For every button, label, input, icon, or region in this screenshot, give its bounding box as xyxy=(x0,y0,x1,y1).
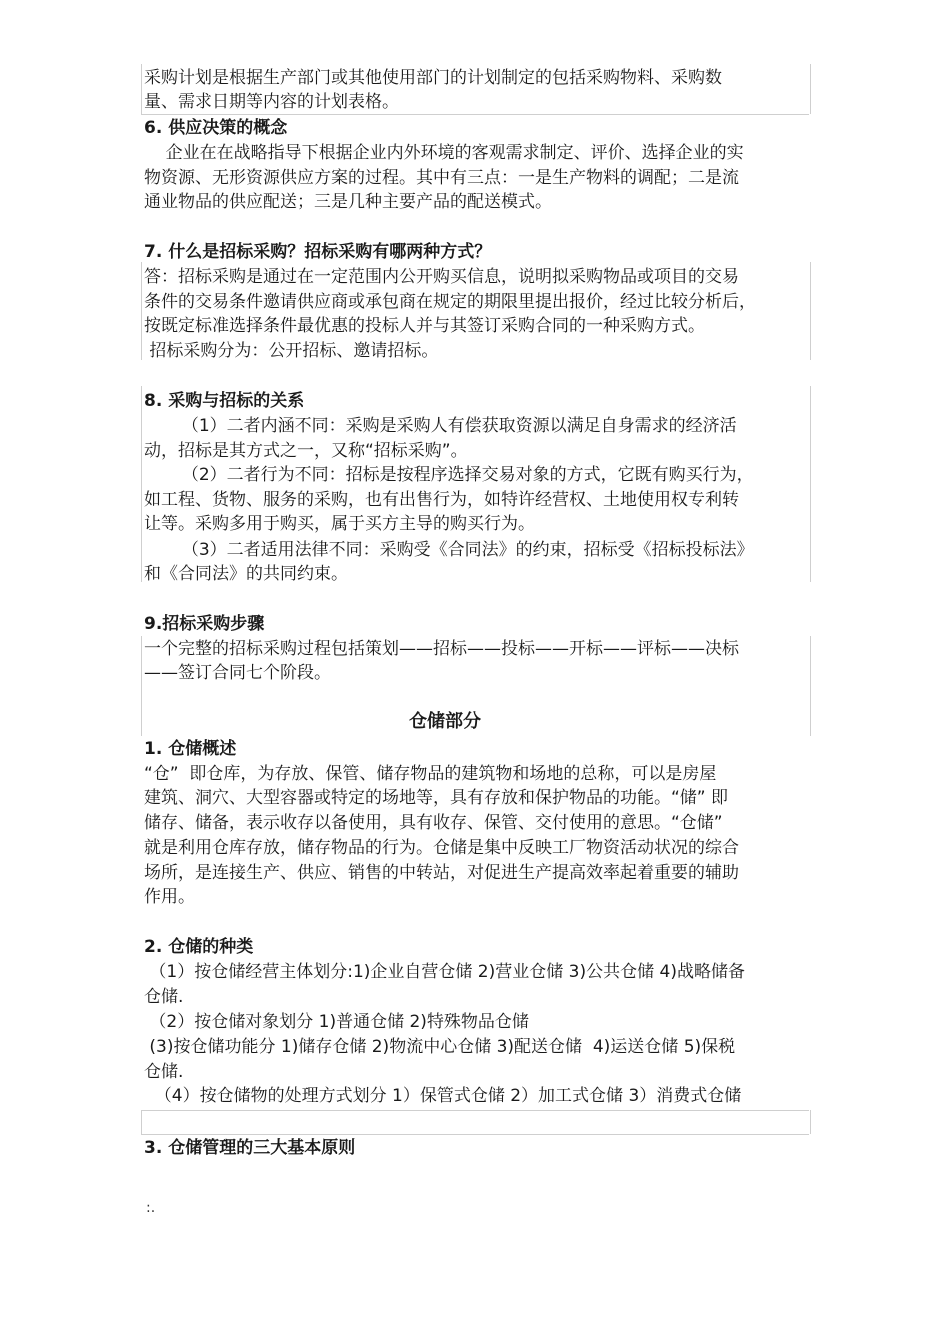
section-heading: 2. 仓储的种类 xyxy=(144,937,254,957)
body-line: 量、需求日期等内容的计划表格。 xyxy=(144,92,399,112)
section-heading: 9.招标采购步骤 xyxy=(144,614,265,634)
section-heading: 7. 什么是招标采购？招标采购有哪两种方式？ xyxy=(144,242,492,262)
body-line: 仓储. xyxy=(144,1062,184,1082)
section-heading: 1. 仓储概述 xyxy=(144,739,237,759)
body-line: （4）按仓储物的处理方式划分 1）保管式仓储 2）加工式仓储 3）消费式仓储 xyxy=(144,1086,742,1106)
part-title: 仓储部分 xyxy=(409,711,481,732)
body-line: 按既定标准选择条件最优惠的投标人并与其签订采购合同的一种采购方式。 xyxy=(144,316,705,336)
section-heading: 8. 采购与招标的关系 xyxy=(144,391,305,411)
body-line: （3）二者适用法律不同：采购受《合同法》的约束，招标受《招标投标法》 xyxy=(144,540,754,560)
body-line: 就是利用仓库存放，储存物品的行为。仓储是集中反映工厂物资活动状况的综合 xyxy=(144,838,739,858)
body-line: 通业物品的供应配送；三是几种主要产品的配送模式。 xyxy=(144,192,552,212)
body-line: （1）二者内涵不同：采购是采购人有偿获取资源以满足自身需求的经济活 xyxy=(144,416,737,436)
body-line: 和《合同法》的共同约束。 xyxy=(144,564,348,584)
body-line: 作用。 xyxy=(144,887,195,907)
body-line: 招标采购分为：公开招标、邀请招标。 xyxy=(144,341,439,361)
body-line: 答：招标采购是通过在一定范围内公开购买信息，说明拟采购物品或项目的交易 xyxy=(144,267,739,287)
body-line: 一个完整的招标采购过程包括策划——招标——投标——开标——评标——决标 xyxy=(144,639,739,659)
body-line: 让等。采购多用于购买，属于买方主导的购买行为。 xyxy=(144,514,535,534)
frame-box xyxy=(141,1110,811,1134)
body-line: 储存、储备，表示收存以备使用，具有收存、保管、交付使用的意思。“仓储” xyxy=(144,813,723,833)
body-line: (3)按仓储功能分 1)储存仓储 2)物流中心仓储 3)配送仓储 4)运送仓储 5)保税 xyxy=(144,1037,736,1057)
frame-line xyxy=(141,1134,809,1135)
body-line: （2）二者行为不同：招标是按程序选择交易对象的方式，它既有购买行为， xyxy=(144,465,754,485)
footer-mark: :. xyxy=(146,1200,156,1216)
body-line: 物资源、无形资源供应方案的过程。其中有三点：一是生产物料的调配；二是流 xyxy=(144,168,739,188)
section-heading: 3. 仓储管理的三大基本原则 xyxy=(144,1138,356,1158)
body-line: 动，招标是其方式之一，又称“招标采购”。 xyxy=(144,441,468,461)
body-line: （1）按仓储经营主体划分:1)企业自营仓储 2)营业仓储 3)公共仓储 4)战略储备 xyxy=(144,962,745,982)
body-line: （2）按仓储对象划分 1)普通仓储 2)特殊物品仓储 xyxy=(144,1012,529,1032)
frame-line xyxy=(141,114,809,115)
body-line: 企业在在战略指导下根据企业内外环境的客观需求制定、评价、选择企业的实 xyxy=(144,143,744,163)
body-line: ——签订合同七个阶段。 xyxy=(144,663,331,683)
body-line: 条件的交易条件邀请供应商或承包商在规定的期限里提出报价，经过比较分析后， xyxy=(144,292,756,312)
body-line: 如工程、货物、服务的采购，也有出售行为，如特许经营权、土地使用权专利转 xyxy=(144,490,739,510)
body-line: “仓” 即仓库，为存放、保管、储存物品的建筑物和场地的总称，可以是房屋 xyxy=(144,764,717,784)
body-line: 采购计划是根据生产部门或其他使用部门的计划制定的包括采购物料、采购数 xyxy=(144,68,722,88)
body-line: 场所，是连接生产、供应、销售的中转站，对促进生产提高效率起着重要的辅助 xyxy=(144,863,739,883)
body-line: 建筑、洞穴、大型容器或特定的场地等，具有存放和保护物品的功能。“储” 即 xyxy=(144,788,729,808)
body-line: 仓储. xyxy=(144,987,184,1007)
section-heading: 6. 供应决策的概念 xyxy=(144,118,288,138)
